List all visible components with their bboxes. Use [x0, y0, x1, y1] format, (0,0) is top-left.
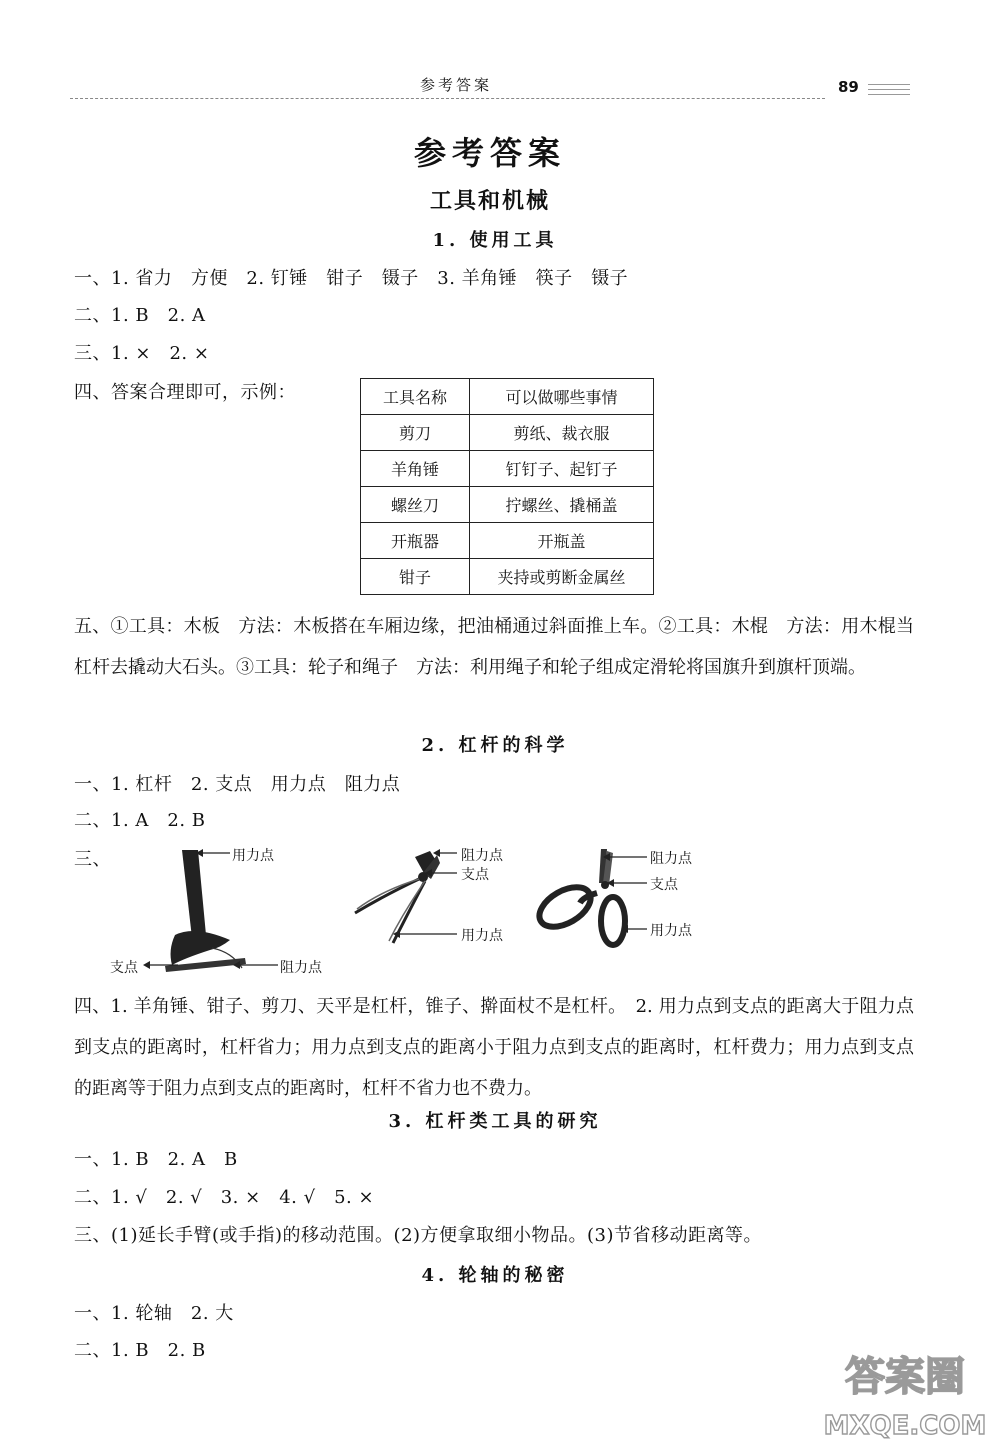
watermark-brand: 答案圈 — [845, 1354, 965, 1400]
answer-line: 一、1. 杠杆 2. 支点 用力点 阻力点 — [74, 774, 401, 795]
table-header-cell: 可以做哪些事情 — [470, 379, 654, 415]
page-title: 参考答案 — [413, 134, 566, 172]
watermark-logo — [820, 1338, 990, 1443]
answer-line: 一、1. 省力 方便 2. 钉锤 钳子 镊子 3. 羊角锤 筷子 镊子 — [74, 268, 629, 289]
answer-paragraph: 五、①工具：木板 方法：木板搭在车厢边缘，把油桶通过斜面推上车。②工具：木棍 方法：用木棍当杠杆去撬动大石头。③工具：轮子和绳子 方法：利用绳子和轮子组成定滑轮将国旗升到旗杆顶端。 — [74, 616, 914, 678]
table-cell: 开瓶器 — [361, 523, 470, 559]
answer-line: 二、1. B 2. A — [74, 305, 206, 326]
table-header-row — [361, 379, 654, 415]
table-cell: 螺丝刀 — [361, 487, 470, 523]
table-cell: 剪刀 — [361, 415, 470, 451]
table-cell: 钉钉子、起钉子 — [470, 451, 654, 487]
tools-table — [360, 378, 654, 595]
answer-paragraph: 四、1. 羊角锤、钳子、剪刀、天平是杠杆，锥子、擀面杖不是杠杆。 2. 用力点到支点的距离大于阻力点到支点的距离时，杠杆省力；用力点到支点的距离小于阻力点到支点的距离时，杠杆费力；用力点到支点的距离等于阻力点到支点的距离时，杠杆不省力也不费力。 — [74, 996, 914, 1099]
effort-label: 用力点 — [461, 928, 503, 944]
answer-line: 三、(1)延长手臂(或手指)的移动范围。(2)方便拿取细小物品。(3)节省移动距离等。 — [74, 1225, 763, 1246]
running-header-title: 参考答案 — [420, 76, 493, 94]
answer-line: 二、1. A 2. B — [74, 810, 206, 831]
table-row — [361, 487, 654, 523]
watermark-url: MXQE.COM — [823, 1411, 987, 1441]
header-decoration — [868, 89, 910, 90]
table-row — [361, 451, 654, 487]
section-title-3: 3. 杠杆类工具的研究 — [388, 1111, 602, 1132]
table-row — [361, 559, 654, 595]
section-title-2: 2. 杠杆的科学 — [421, 735, 569, 756]
table-cell: 开瓶盖 — [470, 523, 654, 559]
table-header-cell: 工具名称 — [361, 379, 470, 415]
table-cell: 夹持或剪断金属丝 — [470, 559, 654, 595]
resistance-label: 阻力点 — [650, 851, 692, 867]
section-title-4: 4. 轮轴的秘密 — [421, 1265, 569, 1286]
answer-line: 一、1. B 2. A B — [74, 1149, 238, 1170]
table-cell: 剪纸、裁衣服 — [470, 415, 654, 451]
answer-line: 二、1. √ 2. √ 3. × 4. √ 5. × — [74, 1187, 375, 1208]
answer-line: 三、1. × 2. × — [74, 343, 210, 364]
page-number: 89 — [838, 78, 859, 96]
answer-line: 二、1. B 2. B — [74, 1340, 206, 1361]
resistance-label: 阻力点 — [280, 960, 322, 976]
answer-line: 四、答案合理即可，示例： — [74, 382, 296, 403]
fulcrum-label: 支点 — [461, 867, 489, 883]
table-cell: 拧螺丝、撬桶盖 — [470, 487, 654, 523]
effort-label: 用力点 — [232, 848, 274, 864]
scissors-figure — [525, 845, 655, 950]
header-decoration — [868, 94, 910, 95]
answer-line: 一、1. 轮轴 2. 大 — [74, 1303, 234, 1324]
unit-title: 工具和机械 — [429, 189, 550, 214]
section-title-1: 1. 使用工具 — [432, 230, 558, 251]
header-rule — [70, 98, 825, 99]
table-row — [361, 415, 654, 451]
resistance-label: 阻力点 — [461, 848, 503, 864]
fulcrum-label: 支点 — [110, 960, 138, 976]
table-cell: 羊角锤 — [361, 451, 470, 487]
table-cell: 钳子 — [361, 559, 470, 595]
table-row — [361, 523, 654, 559]
answer-line: 三、 — [74, 849, 111, 870]
fulcrum-label: 支点 — [650, 877, 678, 893]
effort-label: 用力点 — [650, 923, 692, 939]
header-decoration — [868, 84, 910, 85]
